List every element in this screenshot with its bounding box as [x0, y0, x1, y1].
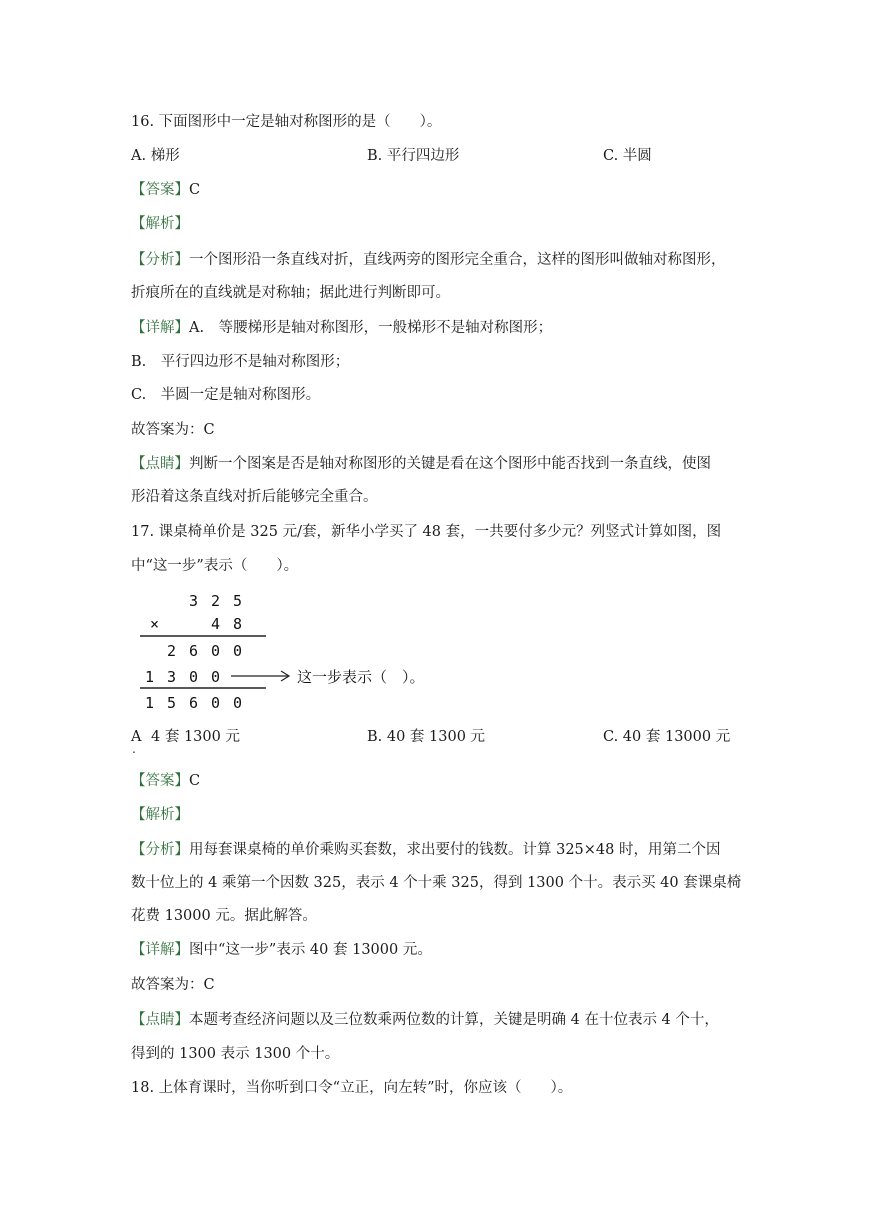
q16-xiangjie-3: C. 半圆一定是轴对称图形。 [131, 387, 321, 403]
q17-dianjing-1: 【点睛】本题考查经济问题以及三位数乘两位数的计算，关键是明确 4 在十位表示 4 个十， [131, 1012, 719, 1028]
q17-stem-1: 17. 课桌椅单价是 325 元/套，新华小学买了 48 套，一共要付多少元？列竖式计算如图，图 [131, 524, 722, 540]
q17-option-a-letter: A [131, 729, 142, 745]
q16-dianjing-2: 形沿着这条直线对折后能够完全重合。 [131, 489, 378, 505]
calc-digit: 1 [145, 694, 155, 712]
calc-digit: 6 [189, 694, 199, 712]
q17-dianjing-2: 得到的 1300 表示 1300 个十。 [131, 1046, 340, 1062]
calc-digit: 3 [189, 592, 199, 610]
calc-digit: 8 [233, 615, 243, 633]
pointer-label: 这一步表示（ ）。 [297, 668, 425, 686]
q17-fenxi-1: 【分析】用每套课桌椅的单价乘购买套数，求出要付的钱数。计算 325×48 时，用第二个因 [131, 842, 721, 858]
calc-digit: 2 [211, 592, 221, 610]
q16-final-answer: 故答案为：C [131, 422, 215, 438]
q16-answer: 【答案】C [131, 182, 201, 198]
calc-digit: 5 [233, 592, 243, 610]
calc-digit: 0 [233, 642, 243, 660]
q17-answer: 【答案】C [131, 773, 201, 789]
calc-digit: 0 [211, 642, 221, 660]
q17-analysis-heading: 【解析】 [131, 807, 189, 823]
q18-stem: 18. 上体育课时，当你听到口令“立正，向左转”时，你应该（ ）。 [131, 1080, 573, 1096]
calc-digit: 5 [167, 694, 177, 712]
q16-fenxi-2: 折痕所在的直线就是对称轴；据此进行判断即可。 [131, 285, 450, 301]
q17-fenxi-3: 花费 13000 元。据此解答。 [131, 908, 317, 924]
q16-fenxi-1: 【分析】一个图形沿一条直线对折，直线两旁的图形完全重合，这样的图形叫做轴对称图形， [131, 252, 726, 268]
calc-digit: 0 [211, 694, 221, 712]
q16-xiangjie-2: B. 平行四边形不是轴对称图形； [131, 354, 350, 370]
q17-option-c: C. 40 套 13000 元 [603, 729, 731, 745]
calc-digit: 6 [189, 642, 199, 660]
calc-digit: 0 [211, 668, 221, 686]
times-sign: × [150, 615, 160, 633]
q17-option-b: B. 40 套 1300 元 [367, 729, 486, 745]
q17-option-a-dot: . [132, 742, 136, 756]
q17-stem-2: 中“这一步”表示（ ）。 [131, 558, 299, 574]
calc-digit: 2 [167, 642, 177, 660]
q17-final-answer: 故答案为：C [131, 977, 215, 993]
q16-stem: 16. 下面图形中一定是轴对称图形的是（ ）。 [131, 114, 442, 130]
q17-xiangjie-1: 【详解】图中“这一步”表示 40 套 13000 元。 [131, 942, 432, 958]
q16-dianjing-1: 【点睛】判断一个图案是否是轴对称图形的关键是看在这个图形中能否找到一条直线，使图 [131, 456, 711, 472]
q16-option-a: A. 梯形 [131, 148, 180, 164]
q17-option-a-text: 4 套 1300 元 [151, 729, 240, 745]
q16-xiangjie-1: 【详解】A. 等腰梯形是轴对称图形，一般梯形不是轴对称图形； [131, 320, 553, 336]
calc-digit: 1 [145, 668, 155, 686]
q16-analysis-heading: 【解析】 [131, 216, 189, 232]
calc-digit: 4 [211, 615, 221, 633]
q16-option-c: C. 半圆 [603, 148, 652, 164]
q16-option-b: B. 平行四边形 [367, 148, 460, 164]
calc-digit: 0 [189, 668, 199, 686]
calc-digit: 0 [233, 694, 243, 712]
q17-fenxi-2: 数十位上的 4 乘第一个因数 325，表示 4 个十乘 325，得到 1300 个十。表示买 40 套课桌椅 [131, 875, 742, 891]
calc-digit: 3 [167, 668, 177, 686]
